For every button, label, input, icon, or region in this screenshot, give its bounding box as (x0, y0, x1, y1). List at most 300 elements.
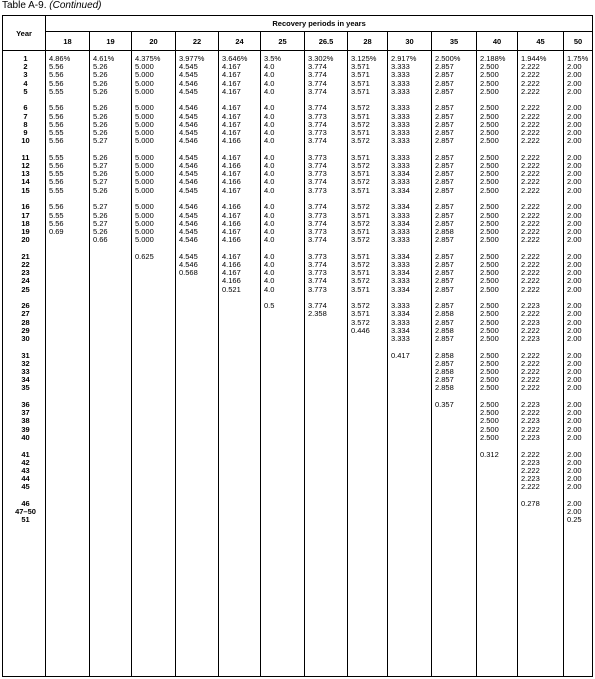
rate-cell (135, 426, 175, 434)
year-cell: 44 (21, 474, 30, 484)
rate-cell: 2.222 (521, 86, 540, 96)
rate-cell: 3.773 (308, 226, 327, 236)
table-title-suffix: (Continued) (49, 0, 102, 11)
period-column-50 (564, 51, 593, 677)
rate-cell (308, 426, 347, 434)
group-gap (135, 442, 175, 451)
rate-cell: 5.26 (93, 78, 108, 88)
rate-cell (222, 302, 260, 310)
rate-cell: 4.166 (222, 177, 241, 187)
rate-cell: 3.572 (351, 218, 370, 228)
rate-cell: 5.26 (93, 169, 108, 179)
rate-cell (222, 360, 260, 368)
period-column-40 (477, 51, 518, 677)
rate-cell: 5.000 (135, 136, 154, 146)
rate-cell: 3.774 (308, 202, 327, 212)
rate-cell: 4.545 (179, 62, 198, 72)
year-cell: 6 (23, 103, 28, 113)
rate-cell (135, 467, 175, 475)
rate-cell: 5.27 (93, 218, 108, 228)
rate-cell: 5.26 (93, 152, 108, 162)
rate-cell: 3.333 (391, 210, 410, 220)
rate-cell: 3.334 (391, 218, 410, 228)
rate-cell: 5.26 (93, 62, 108, 72)
rate-cell: 2.222 (521, 152, 540, 162)
rate-cell: 3.334 (391, 169, 410, 179)
rate-cell: 2.500 (480, 284, 499, 294)
rate-cell: 3.125% (351, 54, 377, 63)
rate-cell: 3.333 (391, 226, 410, 236)
rate-cell: 5.55 (49, 128, 64, 137)
rate-cell: 2.222 (521, 218, 540, 228)
rate-cell: 2.222 (521, 367, 540, 376)
rate-cell: 2.00 (567, 474, 582, 484)
rate-cell: 2.222 (521, 235, 540, 245)
rate-cell: 2.500 (480, 416, 499, 426)
rate-cell: 3.571 (351, 70, 370, 80)
rate-cell (391, 508, 431, 516)
period-column-26-5 (305, 51, 348, 677)
rate-cell (49, 327, 89, 335)
table-title-prefix: Table A-9. (2, 0, 47, 11)
depreciation-table (2, 15, 593, 677)
rate-cell: 2.500 (480, 185, 499, 195)
rate-cell: 4.546 (179, 202, 198, 212)
rate-cell: 4.546 (179, 161, 198, 171)
rate-cell (49, 310, 89, 318)
rate-cell (49, 451, 89, 459)
rate-cell: 2.857 (435, 128, 454, 137)
rate-cell: 2.223 (521, 474, 540, 484)
year-column (3, 51, 46, 677)
rate-cell (351, 335, 387, 343)
rate-cell: 2.00 (567, 103, 582, 113)
year-cell: 33 (21, 367, 30, 376)
rate-cell (49, 475, 89, 483)
year-cell: 16 (21, 202, 30, 212)
rate-cell: 3.572 (351, 317, 370, 327)
year-cell: 25 (21, 284, 30, 294)
rate-cell: 5.000 (135, 185, 154, 195)
rate-cell: 5.55 (49, 169, 64, 179)
rate-cell: 3.333 (391, 317, 410, 327)
rate-cell (135, 319, 175, 327)
rate-cell: 2.857 (435, 86, 454, 96)
rate-cell: 3.774 (308, 276, 327, 286)
rate-cell (351, 516, 387, 524)
rate-cell: 3.774 (308, 301, 327, 311)
period-column-25 (261, 51, 305, 677)
rate-cell (93, 261, 131, 269)
rate-cell (93, 409, 131, 417)
rate-cell: 0.25 (567, 515, 582, 525)
rate-cell: 2.00 (567, 119, 582, 129)
rate-cell: 2.00 (567, 408, 582, 418)
rate-cell: 3.572 (351, 119, 370, 129)
rate-cell (49, 319, 89, 327)
rate-cell: 2.00 (567, 449, 582, 459)
rate-cell (222, 434, 260, 442)
rate-cell: 2.857 (435, 78, 454, 88)
rate-cell (351, 483, 387, 491)
rate-cell (391, 417, 431, 425)
rate-cell (135, 409, 175, 417)
year-cell: 7 (23, 111, 28, 121)
rate-cell: 4.545 (179, 185, 198, 195)
rate-cell: 3.571 (351, 309, 370, 319)
rate-cell: 2.222 (521, 169, 540, 179)
rate-cell (308, 434, 347, 442)
rate-cell: 5.000 (135, 161, 154, 171)
rate-cell: 2.500 (480, 276, 499, 286)
rate-cell (135, 327, 175, 335)
rate-cell: 2.00 (567, 268, 582, 278)
rate-cell: 0.417 (391, 350, 410, 360)
rate-cell (308, 319, 347, 327)
rate-cell: 5.26 (93, 119, 108, 129)
rate-cell (308, 459, 347, 467)
rate-cell: 4.166 (222, 218, 241, 228)
rate-cell: 3.333 (391, 70, 410, 80)
rate-cell (49, 508, 89, 516)
rate-cell: 3.774 (308, 103, 327, 113)
rate-cell (49, 434, 89, 442)
rate-cell: 5.26 (93, 70, 108, 80)
year-cell: 2 (23, 62, 28, 72)
rate-cell (308, 335, 347, 343)
rate-cell: 5.26 (93, 226, 108, 236)
rate-cell (391, 368, 431, 376)
rate-cell: 3.334 (391, 251, 410, 261)
rate-cell: 4.167 (222, 251, 241, 261)
group-gap (179, 491, 218, 500)
rate-cell: 3.571 (351, 62, 370, 72)
rate-cell (222, 310, 260, 318)
rate-cell (308, 327, 347, 335)
group-gap (351, 491, 387, 500)
rate-cell: 0.521 (222, 284, 241, 294)
rate-cell: 3.773 (308, 185, 327, 195)
rate-cell: 4.0 (264, 78, 275, 88)
rate-cell (179, 327, 218, 335)
period-header-30: 30 (388, 32, 432, 51)
rate-cell: 5.55 (49, 152, 64, 162)
rate-cell: 2.857 (435, 119, 454, 129)
year-cell: 37 (21, 408, 30, 418)
rate-cell (135, 475, 175, 483)
rate-cell: 2.500 (480, 408, 499, 418)
year-cell: 32 (21, 358, 30, 368)
rate-cell (308, 401, 347, 409)
rate-cell: 2.222 (521, 70, 540, 80)
group-gap (308, 343, 347, 352)
rate-cell: 2.500 (480, 169, 499, 179)
rate-cell: 2.500 (480, 268, 499, 278)
year-cell: 28 (21, 317, 30, 327)
year-cell: 41 (21, 449, 30, 459)
rate-cell (179, 376, 218, 384)
rate-cell: 2.00 (567, 350, 582, 360)
rate-cell: 2.500 (480, 86, 499, 96)
period-column-35 (432, 51, 477, 677)
rate-cell: 3.646% (222, 54, 248, 63)
period-column-45 (518, 51, 564, 677)
rate-cell (264, 409, 304, 417)
rate-cell (179, 516, 218, 524)
rate-cell (179, 360, 218, 368)
rate-cell: 3.334 (391, 202, 410, 212)
rate-cell: 2.500 (480, 218, 499, 228)
rate-cell (179, 302, 218, 310)
rate-cell: 3.334 (391, 185, 410, 195)
group-gap (351, 442, 387, 451)
rate-cell (222, 508, 260, 516)
rate-cell: 2.500 (480, 350, 499, 360)
rate-cell (264, 352, 304, 360)
rate-cell (308, 483, 347, 491)
rate-cell: 5.000 (135, 128, 154, 137)
rate-cell: 2.858 (435, 226, 454, 236)
group-gap (135, 491, 175, 500)
rate-cell: 2.00 (567, 136, 582, 146)
rate-cell: 5.26 (93, 111, 108, 121)
year-cell: 9 (23, 128, 28, 137)
rate-cell: 3.572 (351, 276, 370, 286)
group-gap (264, 442, 304, 451)
rate-cell (308, 384, 347, 392)
rate-cell: 0.5 (264, 301, 275, 311)
rate-cell: 2.222 (521, 202, 540, 212)
rate-cell: 3.774 (308, 86, 327, 96)
rate-cell: 2.857 (435, 111, 454, 121)
period-header-row (3, 32, 593, 51)
rate-cell (264, 459, 304, 467)
rate-cell: 2.500 (480, 235, 499, 245)
rate-cell (308, 352, 347, 360)
rate-cell (480, 516, 517, 524)
rate-cell: 4.0 (264, 226, 275, 236)
rate-cell (264, 508, 304, 516)
period-column-20 (132, 51, 176, 677)
rate-cell: 2.00 (567, 284, 582, 294)
rate-cell: 3.774 (308, 235, 327, 245)
rate-cell: 2.00 (567, 177, 582, 187)
rate-cell: 2.00 (567, 251, 582, 261)
rate-cell (435, 409, 476, 417)
rate-cell: 2.222 (521, 111, 540, 121)
period-header-50: 50 (564, 32, 593, 51)
rate-cell (135, 434, 175, 442)
group-gap (49, 491, 89, 500)
rate-cell: 3.773 (308, 268, 327, 278)
rate-cell: 2.500 (480, 152, 499, 162)
rate-cell (135, 360, 175, 368)
rate-cell: 3.334 (391, 325, 410, 335)
rate-cell: 4.166 (222, 276, 241, 286)
rate-cell (93, 368, 131, 376)
rate-cell (93, 253, 131, 261)
rate-cell (179, 277, 218, 285)
rate-cell: 2.500 (480, 161, 499, 171)
rate-cell (264, 500, 304, 508)
rate-cell (222, 500, 260, 508)
rate-cell: 4.546 (179, 177, 198, 187)
rate-cell: 3.571 (351, 284, 370, 294)
year-cell: 8 (23, 119, 28, 129)
rate-cell (351, 467, 387, 475)
rate-cell: 3.571 (351, 268, 370, 278)
rate-cell (49, 409, 89, 417)
group-gap (49, 442, 89, 451)
rate-cell: 2.222 (521, 465, 540, 475)
rate-cell: 2.00 (567, 276, 582, 286)
rate-cell: 2.500 (480, 301, 499, 311)
rate-cell (49, 269, 89, 277)
year-cell: 23 (21, 268, 30, 278)
rate-cell (179, 286, 218, 294)
rate-cell: 4.167 (222, 169, 241, 179)
rate-cell: 2.500 (480, 103, 499, 113)
rate-cell: 2.500 (480, 177, 499, 187)
rate-cell: 3.572 (351, 235, 370, 245)
rate-cell: 2.222 (521, 375, 540, 385)
rate-cell: 5.56 (49, 78, 64, 88)
rate-cell: 0.69 (49, 226, 64, 236)
rate-cell (135, 516, 175, 524)
group-gap (480, 491, 517, 500)
rate-cell: 2.00 (567, 259, 582, 269)
rate-cell: 2.00 (567, 333, 582, 343)
rate-cell: 2.222 (521, 136, 540, 146)
rate-cell: 5.000 (135, 103, 154, 113)
rate-cell (179, 335, 218, 343)
rate-cell: 0.568 (179, 268, 198, 278)
table-title (2, 0, 102, 12)
rate-cell (179, 451, 218, 459)
rate-cell: 5.000 (135, 152, 154, 162)
group-gap (93, 393, 131, 402)
period-column-22 (176, 51, 219, 677)
rate-cell: 4.545 (179, 111, 198, 121)
rate-cell (435, 434, 476, 442)
rate-cell: 4.0 (264, 177, 275, 187)
rate-cell (93, 302, 131, 310)
rate-cell (391, 426, 431, 434)
rate-cell: 3.572 (351, 259, 370, 269)
rate-cell (391, 409, 431, 417)
rate-cell (308, 368, 347, 376)
rate-cell (391, 434, 431, 442)
period-header-26-5: 26.5 (305, 32, 348, 51)
rate-cell: 4.167 (222, 78, 241, 88)
rate-cell: 2.222 (521, 161, 540, 171)
rate-cell: 4.0 (264, 259, 275, 269)
rate-cell: 2.00 (567, 111, 582, 121)
rate-cell (351, 475, 387, 483)
rate-cell (222, 384, 260, 392)
rate-cell (222, 368, 260, 376)
rate-cell: 3.333 (391, 301, 410, 311)
rate-cell: 2.500 (480, 333, 499, 343)
rate-cell (391, 451, 431, 459)
rate-cell: 3.977% (179, 54, 205, 63)
rate-cell (135, 401, 175, 409)
rate-cell (93, 335, 131, 343)
year-cell: 12 (21, 161, 30, 171)
year-cell: 24 (21, 276, 30, 286)
rate-cell (351, 426, 387, 434)
rate-cell: 3.774 (308, 78, 327, 88)
rate-cell (435, 508, 476, 516)
rate-cell (93, 417, 131, 425)
rate-cell: 4.0 (264, 161, 275, 171)
rate-cell: 3.333 (391, 152, 410, 162)
rate-cell (93, 475, 131, 483)
rate-cell: 5.55 (49, 210, 64, 220)
rate-cell (135, 269, 175, 277)
rate-cell (391, 483, 431, 491)
rate-cell: 5.56 (49, 136, 64, 146)
rate-cell: 3.5% (264, 54, 282, 63)
rate-cell: 2.00 (567, 78, 582, 88)
rate-cell (49, 261, 89, 269)
rate-cell (222, 451, 260, 459)
rate-cell (435, 417, 476, 425)
year-cell: 19 (21, 226, 30, 236)
rate-cell: 0.446 (351, 325, 370, 335)
rate-cell: 5.000 (135, 111, 154, 121)
rate-cell: 2.500 (480, 119, 499, 129)
rate-cell: 2.222 (521, 119, 540, 129)
year-cell: 4 (23, 78, 28, 88)
rate-cell (391, 401, 431, 409)
group-gap (391, 393, 431, 402)
rate-cell (521, 508, 563, 516)
rate-cell: 4.545 (179, 169, 198, 179)
year-cell: 35 (21, 383, 30, 393)
rate-cell (49, 302, 89, 310)
rate-cell: 3.333 (391, 333, 410, 343)
rate-cell: 2.00 (567, 161, 582, 171)
rate-cell: 2.500 (480, 367, 499, 376)
year-cell: 29 (21, 325, 30, 335)
rate-cell: 5.56 (49, 218, 64, 228)
rate-cell: 3.774 (308, 259, 327, 269)
rate-cell (93, 376, 131, 384)
year-cell: 18 (21, 218, 30, 228)
rate-cell (179, 401, 218, 409)
rate-cell: 2.858 (435, 367, 454, 376)
rate-cell (93, 516, 131, 524)
year-cell: 21 (21, 251, 30, 261)
rate-cell: 2.500 (480, 226, 499, 236)
group-gap (49, 343, 89, 352)
rate-cell (49, 253, 89, 261)
year-cell: 31 (21, 350, 30, 360)
rate-cell (49, 384, 89, 392)
rate-cell: 3.572 (351, 136, 370, 146)
rate-cell: 2.00 (567, 210, 582, 220)
rate-cell: 1.75% (567, 54, 589, 63)
rate-cell: 2.500 (480, 400, 499, 410)
rate-cell: 4.546 (179, 103, 198, 113)
year-cell: 40 (21, 432, 30, 442)
rate-cell (93, 508, 131, 516)
rate-cell: 4.167 (222, 268, 241, 278)
rate-cell (135, 483, 175, 491)
rate-cell: 4.545 (179, 86, 198, 96)
rate-cell: 4.0 (264, 70, 275, 80)
